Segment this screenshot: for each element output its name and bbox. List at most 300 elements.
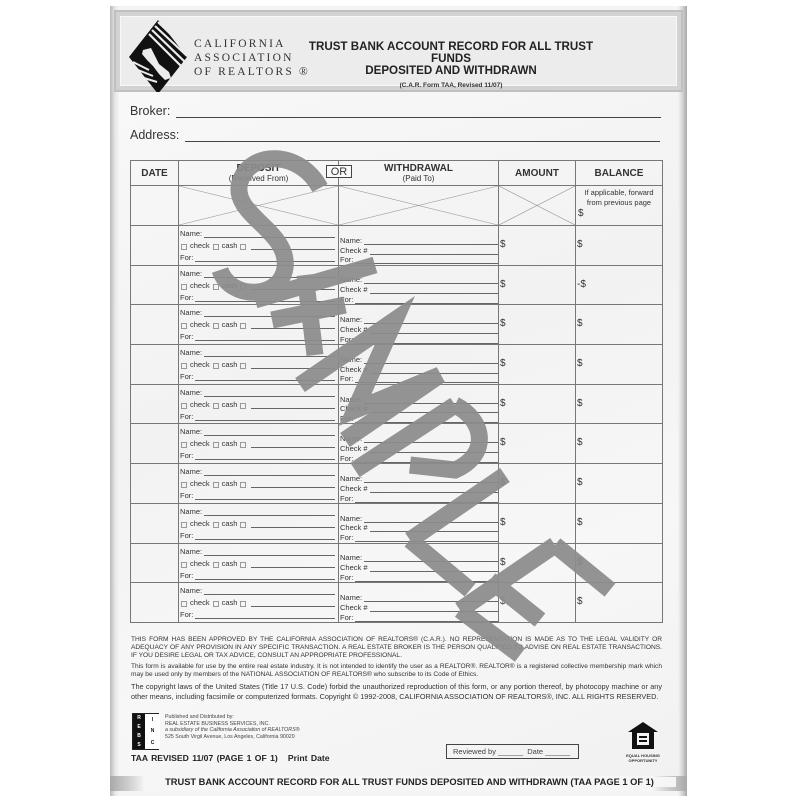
name-label: Name: (180, 427, 203, 437)
withdrawal-cell (339, 226, 499, 266)
table-row (131, 583, 663, 623)
deposit-for-field[interactable] (179, 488, 338, 500)
balance-cell[interactable] (576, 345, 663, 385)
for-label: For: (340, 533, 354, 543)
name-label: Name: (340, 275, 363, 285)
other-checkbox[interactable] (240, 562, 246, 568)
withdrawal-cell (339, 265, 499, 305)
name-label: Name: (180, 506, 203, 516)
withdrawal-for-field[interactable] (339, 572, 498, 582)
forward-balance-row (131, 186, 663, 226)
rebs-letter: I (151, 716, 154, 723)
check-checkbox[interactable] (181, 363, 187, 369)
amount-cell[interactable] (499, 543, 576, 583)
cross-out-icon (179, 186, 338, 225)
cash-label: cash (221, 360, 238, 370)
check-label: check (190, 320, 210, 330)
amount-dollar: $ (500, 239, 506, 250)
deposit-cell (179, 384, 339, 424)
withdrawal-for-field[interactable] (339, 374, 498, 384)
balance-dollar: $ (577, 318, 583, 330)
disclaimer-realtor-mark: This form is available for use by the entire real estate industry. It is not intended to identify the user as a REALTOR®. REALTOR® is a registered collective membership mark which may be used only by members of the NATIONAL ASSOCIATION OF REALTORS® who subscribe to its Code of Ethics. (131, 663, 662, 678)
rebs-letter: E (137, 724, 141, 731)
col-withdrawal (339, 161, 499, 186)
revision-label: TAA REVISED 11/07 (PAGE 1 OF 1) (131, 753, 278, 763)
deposit-for-field[interactable] (179, 369, 338, 381)
deposit-name-field[interactable] (179, 544, 338, 556)
cash-label: cash (221, 399, 238, 409)
forward-dollar: $ (578, 208, 584, 219)
form-title (301, 41, 601, 89)
deposit-method-field (179, 238, 338, 250)
date-cell[interactable] (131, 583, 179, 623)
address-input[interactable] (185, 131, 660, 142)
deposit-name-field[interactable] (179, 305, 338, 317)
bottom-title-bar (110, 776, 687, 791)
date-cell[interactable] (131, 464, 179, 504)
cash-checkbox[interactable] (213, 442, 219, 448)
cash-checkbox[interactable] (213, 522, 219, 528)
check-label: check (190, 558, 210, 568)
revision-line (131, 753, 330, 763)
withdrawal-cell (339, 543, 499, 583)
check-number-label: Check # (340, 285, 368, 295)
withdrawal-check-field[interactable] (339, 602, 498, 612)
check-checkbox[interactable] (181, 522, 187, 528)
balance-dollar: $ (577, 556, 583, 568)
withdrawal-name-field[interactable] (339, 553, 498, 563)
amount-cell[interactable] (499, 384, 576, 424)
cash-label: cash (221, 320, 238, 330)
table-row (131, 345, 663, 385)
withdrawal-for-field[interactable] (339, 255, 498, 265)
name-label: Name: (180, 268, 203, 278)
deposit-method-field (179, 357, 338, 369)
forward-date-cell (131, 186, 179, 226)
date-cell[interactable] (131, 424, 179, 464)
deposit-cell (179, 464, 339, 504)
other-input[interactable] (251, 361, 335, 369)
balance-cell[interactable] (576, 226, 663, 266)
name-label: Name: (340, 513, 363, 523)
forward-note-line: from previous page (586, 198, 652, 207)
withdrawal-check-field[interactable] (339, 364, 498, 374)
deposit-for-field[interactable] (179, 448, 338, 460)
for-label: For: (340, 414, 354, 424)
amount-dollar: $ (500, 278, 506, 290)
deposit-name-field[interactable] (179, 464, 338, 476)
withdrawal-for-field[interactable] (339, 453, 498, 463)
cash-label: cash (221, 558, 238, 568)
check-number-label: Check # (340, 444, 368, 454)
deposit-cell (179, 305, 339, 345)
cash-checkbox[interactable] (213, 601, 219, 607)
publisher-info (165, 714, 300, 740)
amount-cell[interactable] (499, 305, 576, 345)
check-checkbox[interactable] (181, 244, 187, 250)
amount-cell[interactable] (499, 345, 576, 385)
withdrawal-check-field[interactable] (339, 483, 498, 493)
forward-note (576, 186, 662, 208)
name-label: Name: (340, 434, 363, 444)
eho-line: OPPORTUNITY (628, 757, 658, 763)
withdrawal-name-field[interactable] (339, 314, 498, 324)
date-input[interactable]: ______ (545, 747, 571, 756)
equal-housing-logo (625, 722, 661, 763)
balance-dollar: $ (577, 596, 583, 608)
broker-field[interactable] (130, 104, 661, 118)
balance-dollar: $ (577, 397, 583, 409)
rebs-letter: S (137, 741, 141, 748)
for-label: For: (340, 572, 354, 582)
withdrawal-name-field[interactable] (339, 354, 498, 364)
cash-label: cash (221, 439, 238, 449)
balance-dollar: $ (577, 239, 583, 250)
for-label: For: (340, 612, 354, 622)
cross-out-icon (499, 186, 575, 225)
check-label: check (190, 399, 210, 409)
withdrawal-subheading: (Paid To) (402, 174, 435, 183)
broker-input[interactable] (176, 107, 661, 118)
balance-dollar: -$ (577, 278, 586, 290)
withdrawal-check-field[interactable] (339, 523, 498, 533)
rebs-letter: N (150, 728, 155, 735)
amount-cell[interactable] (499, 265, 576, 305)
cash-checkbox[interactable] (213, 403, 219, 409)
balance-cell[interactable] (576, 305, 663, 345)
cash-checkbox[interactable] (213, 323, 219, 329)
deposit-method-field (179, 397, 338, 409)
for-label: For: (180, 253, 194, 262)
other-input[interactable] (251, 282, 335, 290)
withdrawal-name-field[interactable] (339, 473, 498, 483)
check-number-label: Check # (340, 364, 368, 374)
balance-dollar: $ (577, 437, 583, 449)
cash-label: cash (221, 241, 238, 250)
deposit-cell (179, 583, 339, 623)
other-input[interactable] (251, 599, 335, 607)
amount-dollar: $ (500, 318, 506, 330)
other-checkbox[interactable] (240, 522, 246, 528)
bottom-title: TRUST BANK ACCOUNT RECORD FOR ALL TRUST FUNDS DEPOSITED AND WITHDRAWN (TAA PAGE 1 OF 1) (143, 777, 676, 787)
address-field[interactable] (130, 128, 660, 142)
deposit-heading: DEPOSIT (236, 163, 281, 174)
withdrawal-cell (339, 424, 499, 464)
cash-checkbox[interactable] (213, 562, 219, 568)
for-label: For: (340, 493, 354, 503)
balance-cell[interactable] (576, 424, 663, 464)
amount-dollar: $ (500, 437, 506, 449)
date-cell[interactable] (131, 345, 179, 385)
deposit-for-field[interactable] (179, 250, 338, 262)
amount-cell[interactable] (499, 464, 576, 504)
for-label: For: (180, 491, 194, 501)
deposit-cell (179, 226, 339, 266)
crossed-out-cell (499, 186, 576, 226)
logo-line: ASSOCIATION (194, 52, 294, 64)
table-row (131, 503, 663, 543)
withdrawal-name-field[interactable] (339, 394, 498, 404)
deposit-subheading: (Received From) (228, 174, 289, 183)
other-checkbox[interactable] (240, 323, 246, 329)
name-label: Name: (340, 473, 363, 483)
check-checkbox[interactable] (181, 403, 187, 409)
cash-label: cash (221, 280, 238, 290)
cash-label: cash (221, 479, 238, 489)
publisher-line: a subsidiary of the California Association of REALTORS® (165, 727, 300, 733)
other-input[interactable] (251, 560, 335, 568)
rebs-letter: B (137, 732, 141, 739)
name-label: Name: (340, 354, 363, 364)
deposit-name-field[interactable] (179, 385, 338, 397)
crossed-out-cell (179, 186, 339, 226)
check-number-label: Check # (340, 483, 368, 493)
amount-cell[interactable] (499, 226, 576, 266)
check-label: check (190, 439, 210, 449)
check-checkbox[interactable] (181, 442, 187, 448)
deposit-name-field[interactable] (179, 345, 338, 357)
check-number-label: Check # (340, 324, 368, 334)
other-checkbox[interactable] (240, 284, 246, 290)
other-input[interactable] (251, 321, 335, 329)
balance-cell[interactable] (576, 583, 663, 623)
col-balance: BALANCE (576, 161, 663, 186)
amount-cell[interactable] (499, 424, 576, 464)
withdrawal-cell (339, 345, 499, 385)
name-label: Name: (340, 315, 363, 325)
deposit-for-field[interactable] (179, 290, 338, 302)
other-input[interactable] (251, 480, 335, 488)
cash-label: cash (221, 518, 238, 528)
address-label: Address: (130, 128, 180, 142)
name-label: Name: (340, 553, 363, 563)
rebs-logo-icon (132, 713, 159, 750)
table-row (131, 305, 663, 345)
other-checkbox[interactable] (240, 482, 246, 488)
deposit-cell (179, 424, 339, 464)
cash-label: cash (221, 598, 238, 608)
title-line-2: DEPOSITED AND WITHDRAWN (365, 64, 537, 77)
deposit-for-field[interactable] (179, 607, 338, 619)
withdrawal-name-field[interactable] (339, 513, 498, 523)
check-number-label: Check # (340, 523, 368, 533)
balance-cell[interactable] (576, 464, 663, 504)
disclaimer-approval: THIS FORM HAS BEEN APPROVED BY THE CALIFORNIA ASSOCIATION OF REALTORS® (C.A.R.). NO REPRESENTATION IS MADE AS TO THE LEGAL VALIDITY OR ADEQUACY OF ANY PROVISION IN ANY SPECIFIC TRANSACTION. A REAL ESTATE BROKER IS THE PERSON QUALIFIED TO ADVISE ON REAL ESTATE TRANSACTIONS. IF YOU DESIRE LEGAL OR TAX ADVICE, CONSULT AN APPROPRIATE PROFESSIONAL. (131, 636, 662, 659)
amount-dollar: $ (500, 556, 506, 568)
name-label: Name: (180, 546, 203, 556)
amount-dollar: $ (500, 477, 506, 489)
balance-dollar: $ (577, 477, 583, 489)
title-line-1: TRUST BANK ACCOUNT RECORD FOR ALL TRUST FUNDS (308, 40, 594, 65)
legal-disclaimer (131, 636, 662, 704)
deposit-cell (179, 503, 339, 543)
name-label: Name: (180, 387, 203, 397)
deposit-method-field (179, 476, 338, 488)
check-checkbox[interactable] (181, 482, 187, 488)
other-input[interactable] (251, 242, 335, 250)
date-cell[interactable] (131, 384, 179, 424)
withdrawal-cell (339, 305, 499, 345)
deposit-method-field (179, 317, 338, 329)
withdrawal-for-field[interactable] (339, 294, 498, 304)
for-label: For: (340, 453, 354, 463)
withdrawal-cell (339, 503, 499, 543)
check-label: check (190, 241, 210, 250)
balance-cell[interactable] (576, 265, 663, 305)
name-label: Name: (180, 308, 203, 318)
balance-cell[interactable] (576, 503, 663, 543)
deposit-method-field (179, 556, 338, 568)
name-label: Name: (340, 592, 363, 602)
date-cell[interactable] (131, 265, 179, 305)
deposit-name-field[interactable] (179, 424, 338, 436)
withdrawal-name-field[interactable] (339, 592, 498, 602)
deposit-for-field[interactable] (179, 568, 338, 580)
table-row (131, 464, 663, 504)
reviewed-box[interactable] (446, 744, 579, 759)
withdrawal-heading: WITHDRAWAL (384, 163, 453, 174)
car-logo-icon (129, 20, 187, 94)
withdrawal-for-field[interactable] (339, 413, 498, 423)
balance-dollar: $ (577, 516, 583, 528)
other-checkbox[interactable] (240, 244, 246, 250)
form-subtitle: (C.A.R. Form TAA, Revised 11/07) (399, 82, 503, 89)
deposit-name-field[interactable] (179, 583, 338, 595)
broker-label: Broker: (130, 104, 171, 118)
check-checkbox[interactable] (181, 601, 187, 607)
name-label: Name: (180, 348, 203, 358)
deposit-cell (179, 543, 339, 583)
amount-cell[interactable] (499, 503, 576, 543)
col-amount: AMOUNT (499, 161, 576, 186)
date-label: Date (527, 747, 544, 756)
withdrawal-for-field[interactable] (339, 334, 498, 344)
withdrawal-check-field[interactable] (339, 443, 498, 453)
table-row (131, 424, 663, 464)
other-input[interactable] (251, 401, 335, 409)
table-row (131, 543, 663, 583)
other-checkbox[interactable] (240, 363, 246, 369)
equal-housing-icon (628, 722, 658, 749)
check-label: check (190, 479, 210, 489)
check-checkbox[interactable] (181, 562, 187, 568)
withdrawal-check-field[interactable] (339, 284, 498, 294)
rebs-letter: C (150, 740, 155, 747)
deposit-for-field[interactable] (179, 528, 338, 540)
other-checkbox[interactable] (240, 403, 246, 409)
other-input[interactable] (251, 520, 335, 528)
deposit-name-field[interactable] (179, 266, 338, 278)
or-box: OR (326, 165, 352, 178)
forward-note-line: If applicable, forward (584, 188, 654, 197)
for-label: For: (180, 332, 194, 342)
eho-line: EQUAL HOUSING (626, 753, 660, 758)
check-label: check (190, 280, 210, 290)
name-label: Name: (180, 467, 203, 477)
cash-checkbox[interactable] (213, 363, 219, 369)
publisher-line: Published and Distributed by: (165, 714, 234, 720)
name-label: Name: (340, 394, 363, 404)
withdrawal-check-field[interactable] (339, 245, 498, 255)
other-checkbox[interactable] (240, 601, 246, 607)
name-label: Name: (180, 229, 203, 238)
deposit-method-field (179, 516, 338, 528)
cash-checkbox[interactable] (213, 482, 219, 488)
withdrawal-for-field[interactable] (339, 612, 498, 622)
name-label: Name: (180, 586, 203, 596)
deposit-method-field (179, 436, 338, 448)
withdrawal-for-field[interactable] (339, 493, 498, 503)
table-row (131, 265, 663, 305)
logo-line: CALIFORNIA (194, 38, 286, 50)
withdrawal-check-field[interactable] (339, 404, 498, 414)
balance-cell[interactable] (576, 384, 663, 424)
withdrawal-check-field[interactable] (339, 324, 498, 334)
check-number-label: Check # (340, 563, 368, 573)
for-label: For: (180, 411, 194, 421)
col-deposit (179, 161, 348, 186)
check-checkbox[interactable] (181, 323, 187, 329)
date-cell[interactable] (131, 543, 179, 583)
check-checkbox[interactable] (181, 284, 187, 290)
deposit-name-field[interactable] (179, 504, 338, 516)
withdrawal-name-field[interactable] (339, 275, 498, 285)
table-header-row (131, 161, 663, 186)
cash-checkbox[interactable] (213, 244, 219, 250)
deposit-for-field[interactable] (179, 329, 338, 341)
withdrawal-name-field[interactable] (339, 433, 498, 443)
for-label: For: (340, 374, 354, 384)
balance-cell[interactable] (576, 543, 663, 583)
deposit-method-field (179, 595, 338, 607)
withdrawal-cell (339, 384, 499, 424)
deposit-name-field[interactable] (179, 226, 338, 238)
logo-line: OF REALTORS ® (194, 66, 310, 78)
deposit-cell (179, 265, 339, 305)
forward-balance-cell[interactable] (576, 186, 663, 226)
car-logo-text (194, 37, 310, 79)
withdrawal-check-field[interactable] (339, 562, 498, 572)
reviewed-by-input[interactable]: ______ (498, 747, 524, 756)
publisher-line: 525 South Virgil Avenue, Los Angeles, California 90020 (165, 733, 295, 740)
check-label: check (190, 518, 210, 528)
deposit-for-field[interactable] (179, 409, 338, 421)
for-label: For: (180, 292, 194, 302)
for-label: For: (340, 295, 354, 305)
deposit-method-field (179, 278, 338, 290)
other-input[interactable] (251, 440, 335, 448)
date-cell[interactable] (131, 503, 179, 543)
amount-dollar: $ (500, 397, 506, 409)
date-cell[interactable] (131, 305, 179, 345)
date-cell[interactable] (131, 226, 179, 266)
amount-dollar: $ (500, 358, 506, 370)
amount-cell[interactable] (499, 583, 576, 623)
check-number-label: Check # (340, 602, 368, 612)
form-header (114, 10, 683, 92)
table-row (131, 384, 663, 424)
other-checkbox[interactable] (240, 442, 246, 448)
cross-out-icon (339, 186, 498, 225)
for-label: For: (180, 451, 194, 461)
withdrawal-for-field[interactable] (339, 532, 498, 542)
amount-dollar: $ (500, 596, 506, 608)
cash-checkbox[interactable] (213, 284, 219, 290)
check-label: check (190, 598, 210, 608)
table-row (131, 226, 663, 266)
check-number-label: Check # (340, 245, 368, 255)
withdrawal-name-field[interactable] (339, 235, 498, 245)
